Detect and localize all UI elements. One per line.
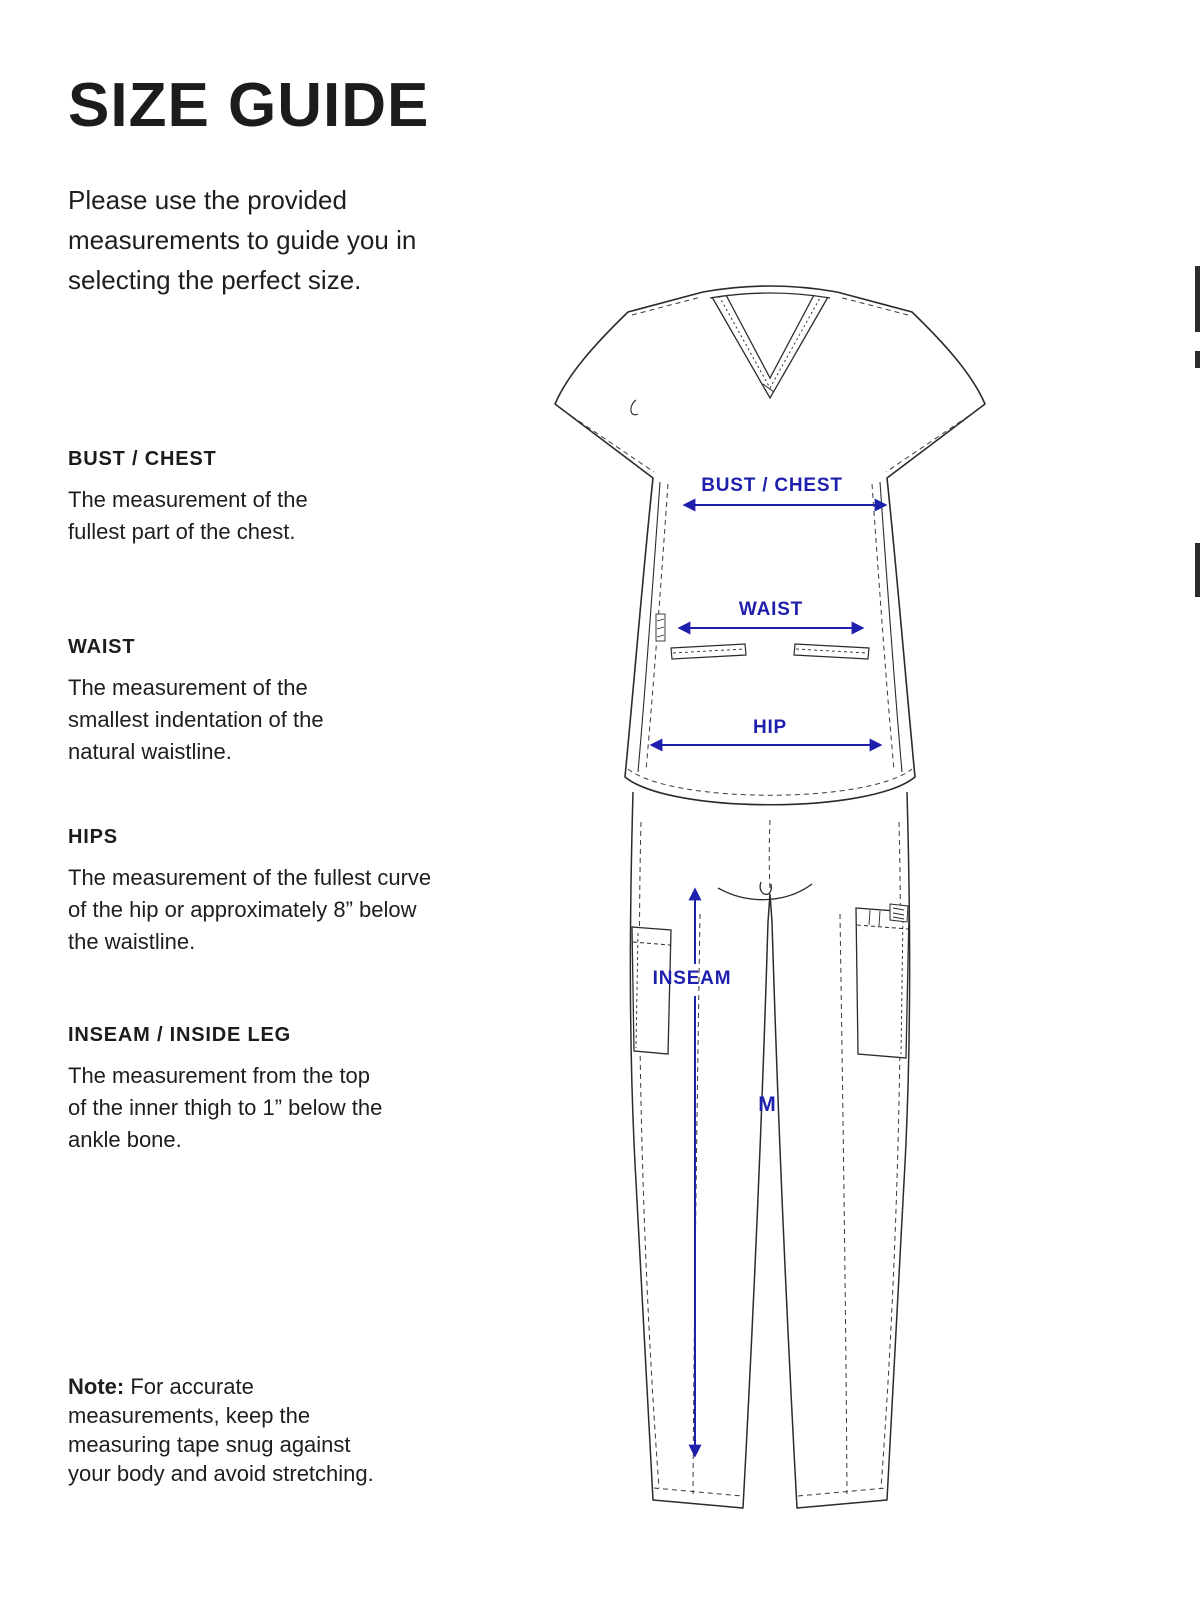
inseam-label: INSEAM	[652, 968, 732, 989]
note-text	[68, 1372, 384, 1488]
section-body-hips: The measurement of the fullest curve of the hip or approximately 8” below the waistline.	[68, 865, 432, 954]
section-heading-waist: WAIST	[68, 636, 136, 658]
section-hips	[68, 826, 440, 958]
section-heading-hips: HIPS	[68, 826, 118, 848]
size-label: M	[758, 1093, 776, 1116]
section-body-inseam: The measurement from the top of the inner thigh to 1” below the ankle bone.	[68, 1063, 383, 1152]
bust-label: BUST / CHEST	[701, 475, 843, 496]
section-body-waist: The measurement of the smallest indentation of the natural waistline.	[68, 675, 324, 764]
section-bust-chest	[68, 448, 350, 548]
hip-label: HIP	[752, 717, 788, 738]
page-title: SIZE GUIDE	[68, 71, 430, 140]
side-tab-detail	[656, 614, 665, 641]
section-heading-inseam: INSEAM / INSIDE LEG	[68, 1024, 292, 1046]
garment-measurement-diagram	[540, 282, 992, 1522]
edge-crop-artifact	[1195, 266, 1200, 332]
section-waist	[68, 636, 364, 768]
note-body: For accurate measurements, keep the measuring tape snug against your body and avoid stretching.	[68, 1374, 374, 1486]
section-inseam	[68, 1024, 386, 1156]
section-body-bust: The measurement of the fullest part of the chest.	[68, 487, 308, 544]
edge-crop-artifact	[1195, 351, 1200, 368]
note-label: Note:	[68, 1374, 125, 1399]
waist-label: WAIST	[738, 599, 804, 620]
section-heading-bust: BUST / CHEST	[68, 448, 217, 470]
cargo-pocket-right	[856, 904, 909, 1058]
intro-text: Please use the provided measurements to guide you in selecting the perfect size.	[68, 185, 417, 295]
cargo-pocket-left	[632, 927, 671, 1054]
edge-crop-artifact	[1195, 543, 1200, 597]
